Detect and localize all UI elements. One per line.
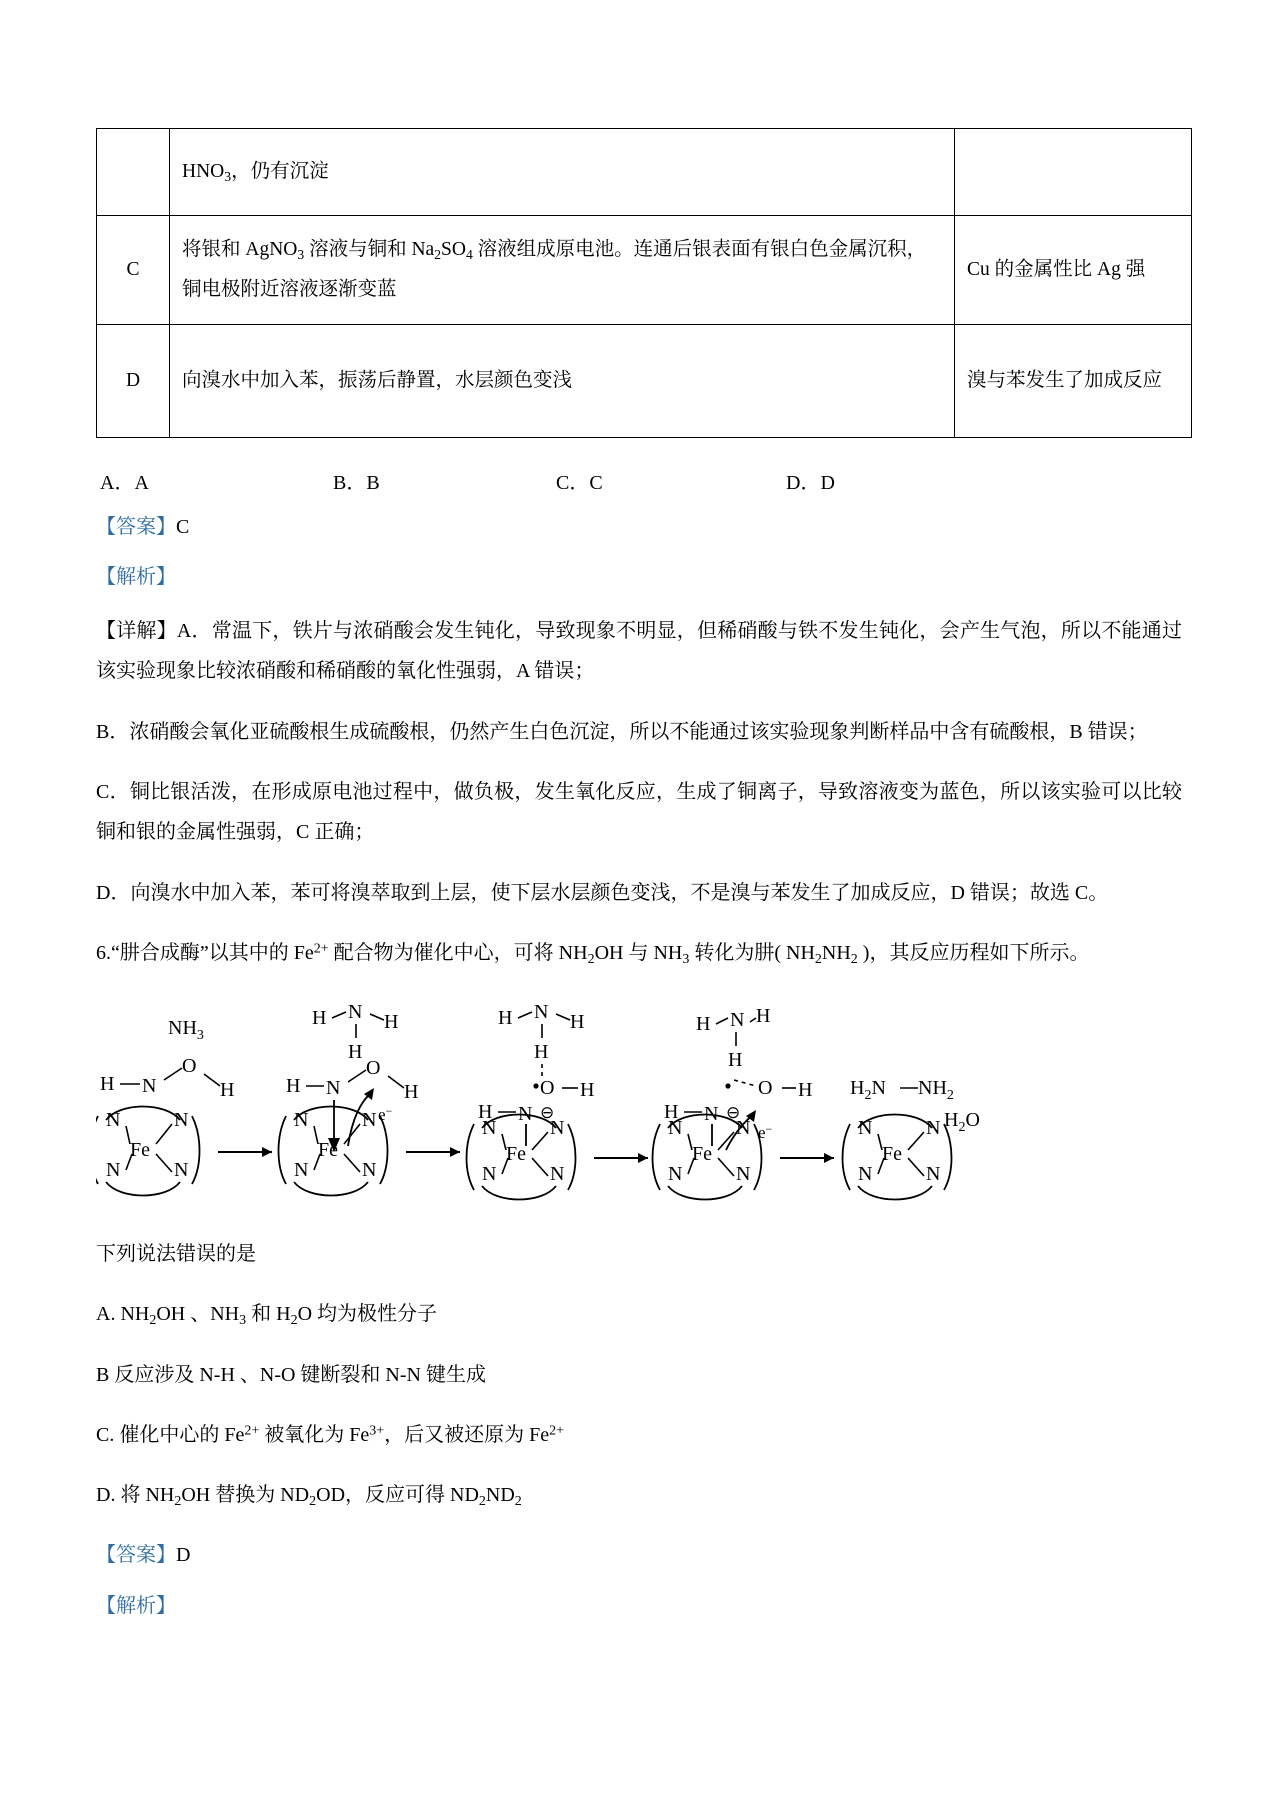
svg-text:H: H bbox=[348, 1041, 363, 1064]
answer-line bbox=[96, 508, 1182, 546]
svg-text:O: O bbox=[366, 1057, 381, 1080]
svg-text:H: H bbox=[664, 1101, 679, 1124]
q6-choice-c-text: 催化中心的 $Fe^{2+}$ 被氧化为 $Fe^{3+}$，后又被还原为 $Fe^{2+}$ bbox=[119, 1423, 565, 1447]
question-stem-text: “肼合成酶”以其中的 $Fe^{2+}$ 配合物为催化中心，可将 $NH_2OH$ 与 $NH_3$ 转化为肼( $NH_2NH_2$ )，其反应历程如下所示。 bbox=[111, 941, 1090, 968]
water-label: $H_2O$ bbox=[944, 1109, 980, 1136]
analysis-paragraph-d: D．向溴水中加入苯，苯可将溴萃取到上层，使下层水层颜色变浅，不是溴与苯发生了加成反应，D 错误；故选 C。 bbox=[96, 881, 1109, 904]
negative-charge: ⊖ bbox=[540, 1103, 555, 1123]
table-cell-letter: C bbox=[97, 216, 170, 325]
fe-core-1 bbox=[96, 1107, 200, 1196]
analysis-tag: 【解析】 bbox=[96, 566, 176, 589]
svg-text:H: H bbox=[404, 1081, 419, 1104]
table-row bbox=[97, 325, 1192, 438]
option-c[interactable]: C．C bbox=[556, 472, 603, 494]
svg-text:O: O bbox=[758, 1077, 773, 1100]
svg-text:H: H bbox=[384, 1011, 399, 1034]
fe-core-5 bbox=[843, 1115, 952, 1200]
svg-text:N: N bbox=[668, 1163, 683, 1186]
svg-text:N: N bbox=[926, 1163, 941, 1186]
question-6-prompt: 下列说法错误的是 bbox=[96, 1243, 256, 1266]
q6-choice-d-text: 将 $NH_2OH$ 替换为 $ND_2OD$，反应可得 $ND_2ND_2$ bbox=[120, 1484, 522, 1510]
scheme-arrow-1 bbox=[218, 1147, 272, 1157]
svg-text:N: N bbox=[106, 1159, 121, 1182]
nh3-label: $NH_3$ bbox=[168, 1017, 204, 1044]
svg-text:O: O bbox=[182, 1055, 197, 1078]
q6-answer-line bbox=[96, 1536, 1182, 1574]
analysis-line bbox=[96, 558, 1182, 596]
svg-text:H: H bbox=[478, 1101, 493, 1124]
q6-choice-d-label: D. bbox=[96, 1484, 116, 1507]
q6-choice-c[interactable] bbox=[96, 1415, 1182, 1455]
svg-text:H: H bbox=[798, 1079, 813, 1102]
analysis-text: A．常温下，铁片与浓硝酸会发生钝化，导致现象不明显，但稀硝酸与铁不发生钝化，会产生气泡，所以不能通过该实验现象比较浓硝酸和稀硝酸的氧化性强弱，A 错误； bbox=[96, 619, 1182, 683]
svg-text:N: N bbox=[174, 1159, 189, 1182]
svg-text:Fe: Fe bbox=[318, 1139, 338, 1162]
table-cell-conclusion bbox=[955, 129, 1192, 216]
svg-text:H: H bbox=[286, 1075, 301, 1098]
svg-text:N: N bbox=[736, 1117, 751, 1140]
option-a[interactable]: A．A bbox=[100, 472, 149, 494]
svg-text:N: N bbox=[550, 1117, 565, 1140]
experiment-table bbox=[96, 128, 1192, 438]
svg-text:N: N bbox=[518, 1103, 533, 1126]
svg-text:N: N bbox=[142, 1075, 157, 1098]
svg-text:O: O bbox=[540, 1077, 555, 1100]
svg-text:Fe: Fe bbox=[506, 1143, 526, 1166]
svg-text:H: H bbox=[100, 1073, 115, 1096]
table-cell-description: 将银和 AgNO$_3$ 溶液与铜和 $Na_2SO_4$ 溶液组成原电池。连通后银表面有银白色金属沉积，铜电极附近溶液逐渐变蓝 bbox=[170, 216, 955, 325]
svg-text:N: N bbox=[704, 1103, 719, 1126]
svg-text:N: N bbox=[294, 1109, 309, 1132]
svg-text:N: N bbox=[736, 1163, 751, 1186]
fe-core-2 bbox=[279, 1107, 388, 1196]
svg-text:N: N bbox=[730, 1009, 745, 1032]
svg-text:H: H bbox=[696, 1013, 711, 1036]
svg-text:N: N bbox=[174, 1109, 189, 1132]
table-cell-description: $HNO_3$，仍有沉淀 bbox=[170, 129, 955, 216]
svg-text:N: N bbox=[858, 1163, 873, 1186]
page-content bbox=[96, 0, 1182, 1625]
scheme-stage-3 bbox=[467, 1001, 649, 1200]
svg-text:N: N bbox=[668, 1117, 683, 1140]
q6-answer-tag: 【答案】 bbox=[96, 1544, 176, 1567]
answer-tag: 【答案】 bbox=[96, 516, 176, 538]
scheme-stage-5 bbox=[843, 1077, 980, 1200]
analysis-paragraph-b: B．浓硝酸会氧化亚硫酸根生成硫酸根，仍然产生白色沉淀，所以不能通过该实验现象判断样品中含有硫酸根，B 错误； bbox=[96, 720, 1148, 743]
svg-text:H: H bbox=[220, 1079, 235, 1102]
analysis-paragraph-a bbox=[96, 611, 1182, 692]
svg-text:N: N bbox=[482, 1163, 497, 1186]
svg-text:NH2: $NH_2$ bbox=[918, 1077, 954, 1104]
q6-choice-a-text: $NH_2OH$ 、$NH_3$ 和 $H_2O$ 均为极性分子 bbox=[120, 1303, 438, 1329]
reaction-scheme-diagram bbox=[96, 994, 1182, 1226]
svg-text:e−: e− bbox=[758, 1122, 773, 1143]
q6-answer-value: D bbox=[176, 1544, 191, 1567]
svg-text:N: N bbox=[482, 1117, 497, 1140]
svg-text:N: N bbox=[362, 1159, 377, 1182]
q6-choice-a[interactable] bbox=[96, 1294, 1182, 1335]
svg-text:N: N bbox=[550, 1163, 565, 1186]
fe-core-3 bbox=[467, 1115, 576, 1200]
svg-text:N: N bbox=[926, 1117, 941, 1140]
svg-text:⊖: ⊖ bbox=[726, 1103, 741, 1123]
answer-value: C bbox=[176, 516, 190, 538]
svg-text:Fe: Fe bbox=[130, 1139, 150, 1162]
table-cell-conclusion: Cu 的金属性比 Ag 强 bbox=[955, 216, 1192, 325]
q6-analysis-line bbox=[96, 1587, 1182, 1625]
svg-text:Fe: Fe bbox=[882, 1143, 902, 1166]
electron-label: e− bbox=[378, 1104, 393, 1125]
detail-tag: 【详解】 bbox=[96, 619, 177, 642]
svg-text:N: N bbox=[294, 1159, 309, 1182]
scheme-arrow-4 bbox=[780, 1153, 834, 1163]
table-cell-conclusion: 溴与苯发生了加成反应 bbox=[955, 325, 1192, 438]
q6-choice-c-label: C. bbox=[96, 1424, 115, 1447]
q6-choice-b[interactable] bbox=[96, 1355, 1182, 1395]
scheme-arrow-2 bbox=[406, 1147, 460, 1157]
q6-choice-a-label: A. bbox=[96, 1303, 116, 1326]
svg-text:N: N bbox=[858, 1117, 873, 1140]
svg-text:N: N bbox=[534, 1001, 549, 1024]
svg-text:H: H bbox=[580, 1079, 595, 1102]
svg-text:H: H bbox=[756, 1005, 771, 1028]
svg-text:N: N bbox=[348, 1001, 363, 1024]
hydrazine-label: $H_2N$ bbox=[850, 1077, 886, 1104]
question-number: 6. bbox=[96, 942, 111, 965]
svg-text:H: H bbox=[534, 1041, 549, 1064]
option-b[interactable]: B．B bbox=[333, 472, 380, 494]
fe-core-4 bbox=[653, 1115, 762, 1200]
q6-choice-b-label: B bbox=[96, 1364, 110, 1387]
analysis-paragraph-c: C．铜比银活泼，在形成原电池过程中，做负极，发生氧化反应，生成了铜离子，导致溶液变为蓝色，所以该实验可以比较铜和银的金属性强弱，C 正确； bbox=[96, 780, 1182, 844]
svg-text:N: N bbox=[326, 1077, 341, 1100]
svg-text:N: N bbox=[362, 1109, 377, 1132]
q6-choice-d[interactable] bbox=[96, 1475, 1182, 1516]
scheme-stage-2 bbox=[279, 1001, 461, 1196]
scheme-stage-1 bbox=[96, 1017, 272, 1196]
option-d[interactable]: D．D bbox=[786, 472, 835, 494]
scheme-stage-4 bbox=[653, 1005, 835, 1200]
scheme-arrow-3 bbox=[594, 1153, 648, 1163]
svg-text:H: H bbox=[312, 1007, 327, 1030]
svg-text:H: H bbox=[728, 1049, 743, 1072]
svg-text:H: H bbox=[570, 1011, 585, 1034]
answer-options-row bbox=[96, 466, 1182, 496]
table-row bbox=[97, 129, 1192, 216]
svg-text:Fe: Fe bbox=[692, 1143, 712, 1166]
question-6-stem bbox=[96, 933, 1182, 974]
q6-analysis-tag: 【解析】 bbox=[96, 1594, 176, 1617]
table-row bbox=[97, 216, 1192, 325]
q6-choice-b-text: 反应涉及 N-H 、N-O 键断裂和 N-N 键生成 bbox=[114, 1364, 486, 1387]
table-cell-description: 向溴水中加入苯，振荡后静置，水层颜色变浅 bbox=[170, 325, 955, 438]
svg-text:H: H bbox=[498, 1007, 513, 1030]
svg-text:N: N bbox=[106, 1109, 121, 1132]
table-cell-letter: D bbox=[97, 325, 170, 438]
table-cell-letter bbox=[97, 129, 170, 216]
